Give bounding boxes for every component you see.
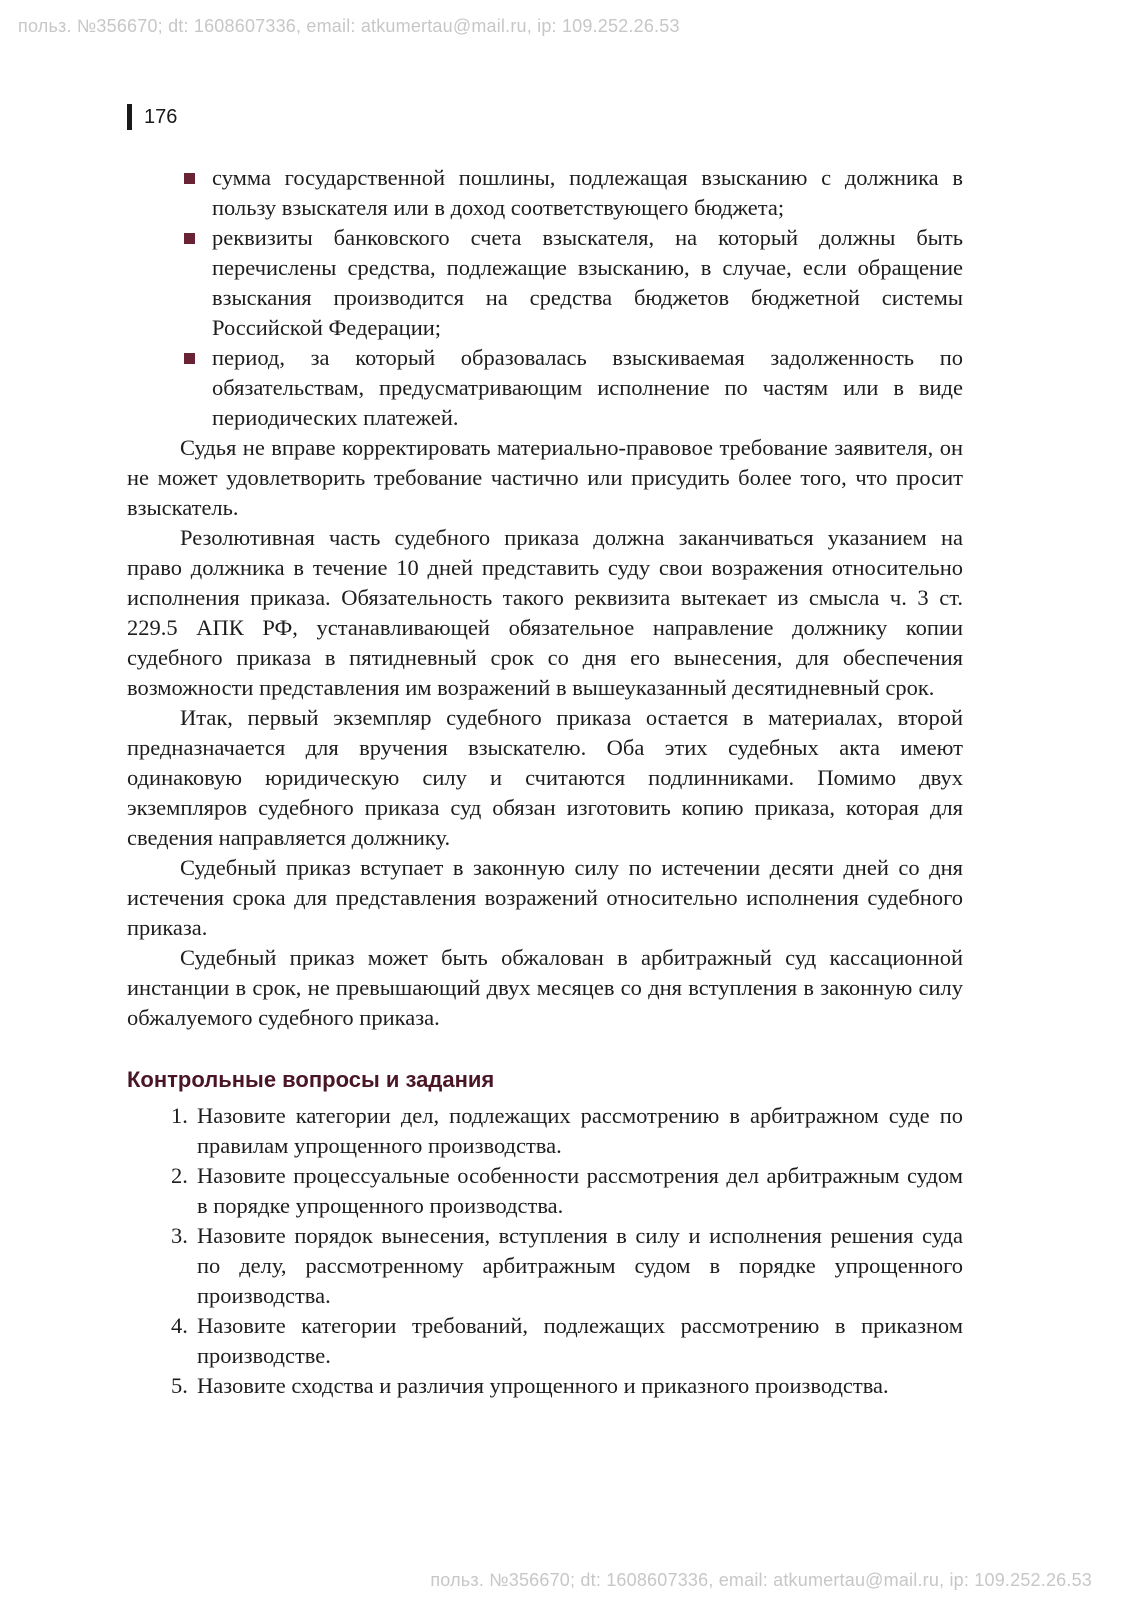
bullet-list xyxy=(127,163,963,433)
watermark-bottom: польз. №356670; dt: 1608607336, email: atkumertau@mail.ru, ip: 109.252.26.53 xyxy=(430,1570,1092,1590)
square-bullet-icon xyxy=(184,173,195,184)
bullet-item xyxy=(127,343,963,433)
question-item xyxy=(127,1311,963,1371)
question-text: Назовите категории требований, подлежащих рассмотрению в приказном производстве. xyxy=(197,1313,963,1368)
question-item xyxy=(127,1221,963,1311)
page-content xyxy=(127,163,963,1401)
bullet-text: период, за который образовалась взыскиваемая задолженность по обязательствам, предусматривающим исполнение по частям или в виде периодических платежей. xyxy=(212,345,963,430)
section-heading: Контрольные вопросы и задания xyxy=(127,1067,495,1092)
question-number: 3. xyxy=(171,1223,188,1248)
bullet-text: реквизиты банковского счета взыскателя, на который должны быть перечислены средства, подлежащие взысканию, в случае, если обращение взыскания производится на средства бюджетов бюджетной системы Российской Федерации; xyxy=(212,225,963,340)
question-text: Назовите сходства и различия упрощенного и приказного производства. xyxy=(197,1373,889,1398)
question-item xyxy=(127,1101,963,1161)
question-text: Назовите процессуальные особенности рассмотрения дел арбитражным судом в порядке упрощенного производства. xyxy=(197,1163,963,1218)
body-paragraph: Судебный приказ может быть обжалован в арбитражный суд кассационной инстанции в срок, не превышающий двух месяцев со дня вступления в законную силу обжалуемого судебного приказа. xyxy=(127,945,963,1030)
question-item xyxy=(127,1371,963,1401)
bullet-text: сумма государственной пошлины, подлежащая взысканию с должника в пользу взыскателя или в доход соответствующего бюджета; xyxy=(212,165,963,220)
body-paragraph: Резолютивная часть судебного приказа должна заканчиваться указанием на право должника в течение 10 дней представить суду свои возражения относительно исполнения приказа. Обязательность такого реквизита вытекает из смысла ч. 3 ст. 229.5 АПК РФ, устанавливающей обязательное направление должнику копии судебного приказа в пятидневный срок со дня его вынесения, для обеспечения возможности представления им возражений в вышеуказанный десятидневный срок. xyxy=(127,525,963,700)
watermark-top: польз. №356670; dt: 1608607336, email: atkumertau@mail.ru, ip: 109.252.26.53 xyxy=(18,16,680,36)
body-paragraph: Итак, первый экземпляр судебного приказа остается в материалах, второй предназначается для вручения взыскателю. Оба этих судебных акта имеют одинаковую юридическую силу и считаются подлинниками. Помимо двух экземпляров судебного приказа суд обязан изготовить копию приказа, которая для сведения направляется должнику. xyxy=(127,705,963,850)
page-number: 176 xyxy=(127,104,177,130)
question-number: 1. xyxy=(171,1103,188,1128)
bullet-item xyxy=(127,223,963,343)
question-list xyxy=(127,1101,963,1401)
question-number: 2. xyxy=(171,1163,188,1188)
question-number: 5. xyxy=(171,1373,188,1398)
question-number: 4. xyxy=(171,1313,188,1338)
square-bullet-icon xyxy=(184,353,195,364)
body-paragraph: Судебный приказ вступает в законную силу по истечении десяти дней со дня истечения срока для представления возражений относительно исполнения судебного приказа. xyxy=(127,855,963,940)
square-bullet-icon xyxy=(184,233,195,244)
question-item xyxy=(127,1161,963,1221)
body-paragraph: Судья не вправе корректировать материально-правовое требование заявителя, он не может удовлетворить требование частично или присудить более того, что просит взыскатель. xyxy=(127,435,963,520)
bullet-item xyxy=(127,163,963,223)
question-text: Назовите категории дел, подлежащих рассмотрению в арбитражном суде по правилам упрощенного производства. xyxy=(197,1103,963,1158)
question-text: Назовите порядок вынесения, вступления в силу и исполнения решения суда по делу, рассмотренному арбитражным судом в порядке упрощенного производства. xyxy=(197,1223,963,1308)
